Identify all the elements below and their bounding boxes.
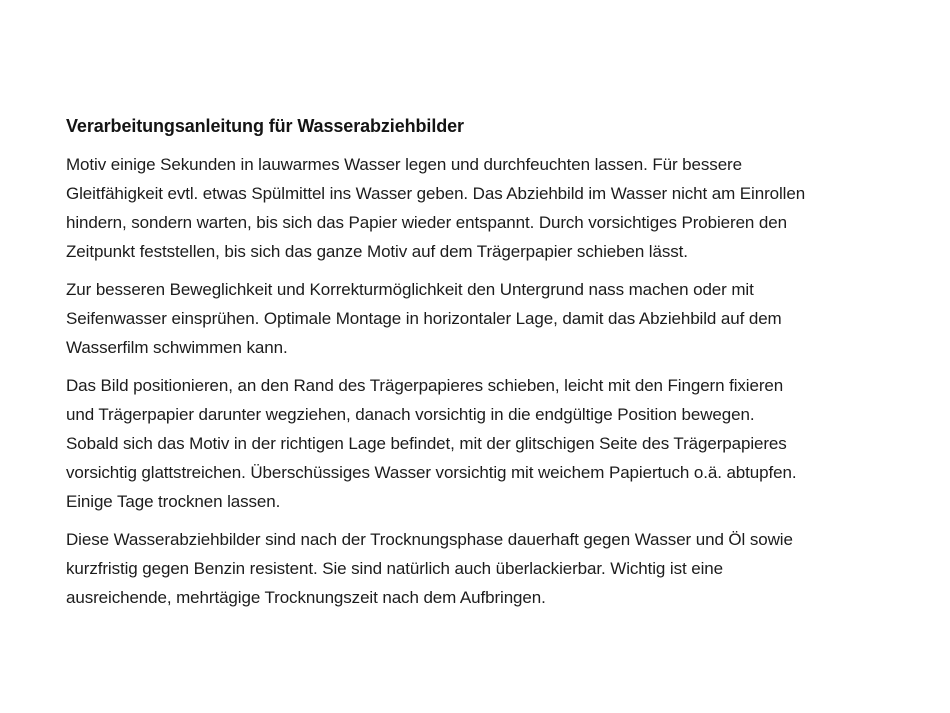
text-line: ausreichende, mehrtägige Trocknungszeit nach dem Aufbringen. <box>66 588 546 607</box>
text-line: Gleitfähigkeit evtl. etwas Spülmittel ins Wasser geben. Das Abziehbild im Wasser nicht am Einrollen <box>66 184 806 203</box>
text-line: und Trägerpapier darunter wegziehen, danach vorsichtig in die endgültige Position bewegen. <box>66 405 755 424</box>
text-line: vorsichtig glattstreichen. Überschüssiges Wasser vorsichtig mit weichem Papiertuch o.ä. abtupfen. <box>66 463 797 482</box>
text-line: Zeitpunkt feststellen, bis sich das ganze Motiv auf dem Trägerpapier schieben lässt. <box>66 242 688 261</box>
text-line: Seifenwasser einsprühen. Optimale Montage in horizontaler Lage, damit das Abziehbild auf dem <box>66 309 782 328</box>
text-line: Zur besseren Beweglichkeit und Korrekturmöglichkeit den Untergrund nass machen oder mit <box>66 280 754 299</box>
document-heading: Verarbeitungsanleitung für Wasserabziehbilder <box>66 116 464 136</box>
text-block <box>66 112 900 612</box>
paragraphs <box>66 150 900 612</box>
paragraph-2 <box>66 275 900 362</box>
text-line: Motiv einige Sekunden in lauwarmes Wasser legen und durchfeuchten lassen. Für bessere <box>66 155 742 174</box>
paragraph-4 <box>66 525 900 612</box>
text-line: kurzfristig gegen Benzin resistent. Sie sind natürlich auch überlackierbar. Wichtig ist eine <box>66 559 723 578</box>
text-line: Sobald sich das Motiv in der richtigen Lage befindet, mit der glitschigen Seite des Trägerpapieres <box>66 434 787 453</box>
paragraph-3 <box>66 371 900 516</box>
text-line: Wasserfilm schwimmen kann. <box>66 338 288 357</box>
paragraph-1 <box>66 150 900 266</box>
text-line: Das Bild positionieren, an den Rand des Trägerpapieres schieben, leicht mit den Fingern fixieren <box>66 376 784 395</box>
text-line: Diese Wasserabziehbilder sind nach der Trocknungsphase dauerhaft gegen Wasser und Öl sowie <box>66 530 793 549</box>
text-line: hindern, sondern warten, bis sich das Papier wieder entspannt. Durch vorsichtiges Probieren den <box>66 213 787 232</box>
text-line: Einige Tage trocknen lassen. <box>66 492 281 511</box>
